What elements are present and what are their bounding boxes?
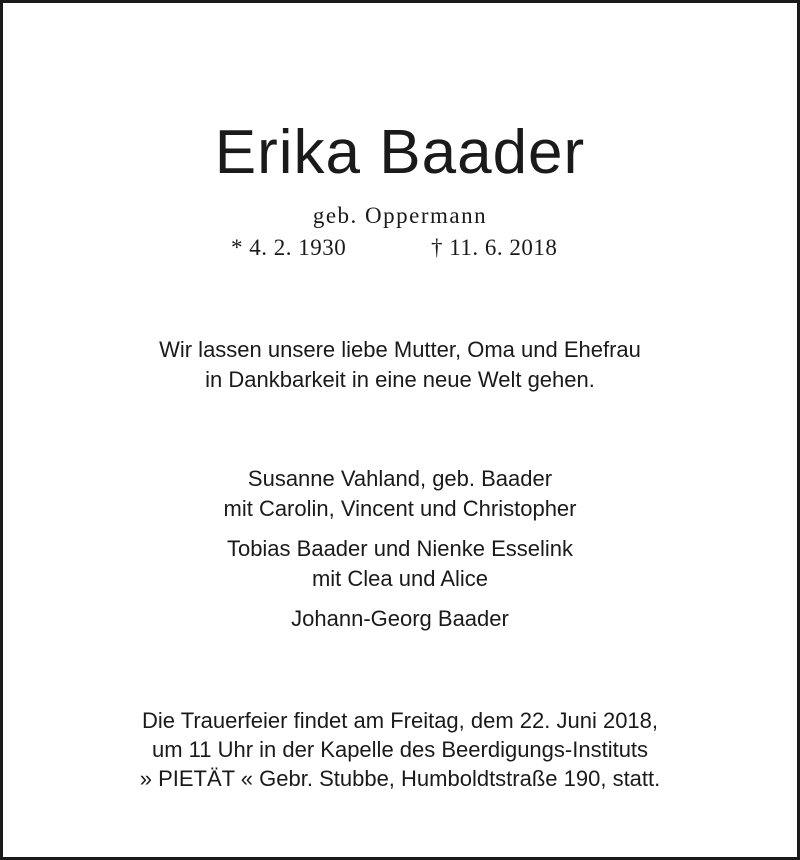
service-line: » PIETÄT « Gebr. Stubbe, Humboldtstraße 190, statt. (139, 766, 661, 791)
message-line: in Dankbarkeit in eine neue Welt gehen. (205, 367, 595, 392)
birth-date: * 4. 2. 1930 (231, 235, 347, 260)
message-line: Wir lassen unsere liebe Mutter, Oma und Ehefrau (159, 337, 641, 362)
maiden-name: geb. Oppermann (312, 203, 488, 228)
family-line: Johann-Georg Baader (291, 606, 509, 631)
deceased-name: Erika Baader (214, 118, 586, 187)
death-date: † 11. 6. 2018 (431, 235, 558, 260)
family-line: mit Clea und Alice (311, 566, 489, 591)
service-line: Die Trauerfeier findet am Freitag, dem 22. Juni 2018, (141, 708, 659, 733)
service-line: um 11 Uhr in der Kapelle des Beerdigungs-Instituts (151, 737, 649, 762)
family-line: mit Carolin, Vincent und Christopher (223, 496, 577, 521)
family-line: Tobias Baader und Nienke Esselink (226, 536, 574, 561)
family-line: Susanne Vahland, geb. Baader (247, 466, 553, 491)
